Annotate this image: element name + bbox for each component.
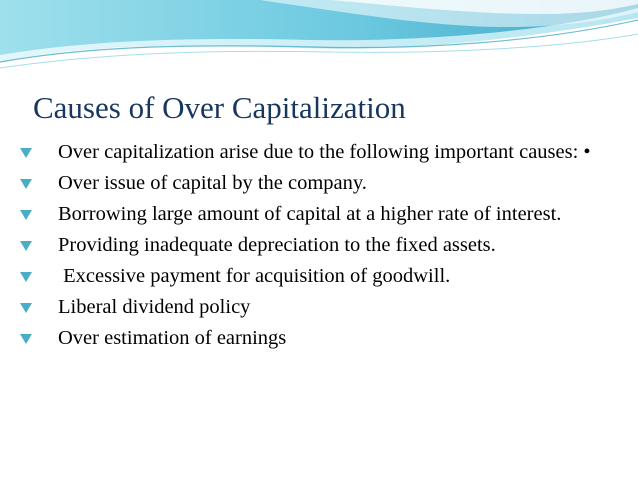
slide-title: Causes of Over Capitalization (33, 90, 406, 125)
bullet-item (20, 202, 620, 227)
bullet-item (20, 326, 620, 351)
bullet-icon (20, 148, 32, 158)
bullet-item (20, 233, 620, 258)
bullet-icon (20, 179, 32, 189)
bullet-item (20, 140, 620, 165)
bullet-text: Excessive payment for acquisition of goodwill. (58, 265, 451, 287)
bullet-text: Borrowing large amount of capital at a higher rate of interest. (58, 203, 562, 225)
bullet-text: Liberal dividend policy (58, 296, 251, 318)
bullet-text: Over issue of capital by the company. (58, 172, 367, 194)
bullet-text: Providing inadequate depreciation to the fixed assets. (58, 234, 496, 256)
bullet-icon (20, 210, 32, 220)
bullet-icon (20, 334, 32, 344)
bullet-item (20, 264, 620, 289)
bullet-item (20, 295, 620, 320)
bullet-icon (20, 303, 32, 313)
bullet-text: Over estimation of earnings (58, 327, 287, 349)
header-wave-decoration (0, 0, 638, 80)
bullet-item (20, 171, 620, 196)
bullet-icon (20, 272, 32, 282)
bullet-text: Over capitalization arise due to the following important causes: • (58, 141, 591, 163)
bullet-icon (20, 241, 32, 251)
bullet-list (20, 140, 620, 357)
